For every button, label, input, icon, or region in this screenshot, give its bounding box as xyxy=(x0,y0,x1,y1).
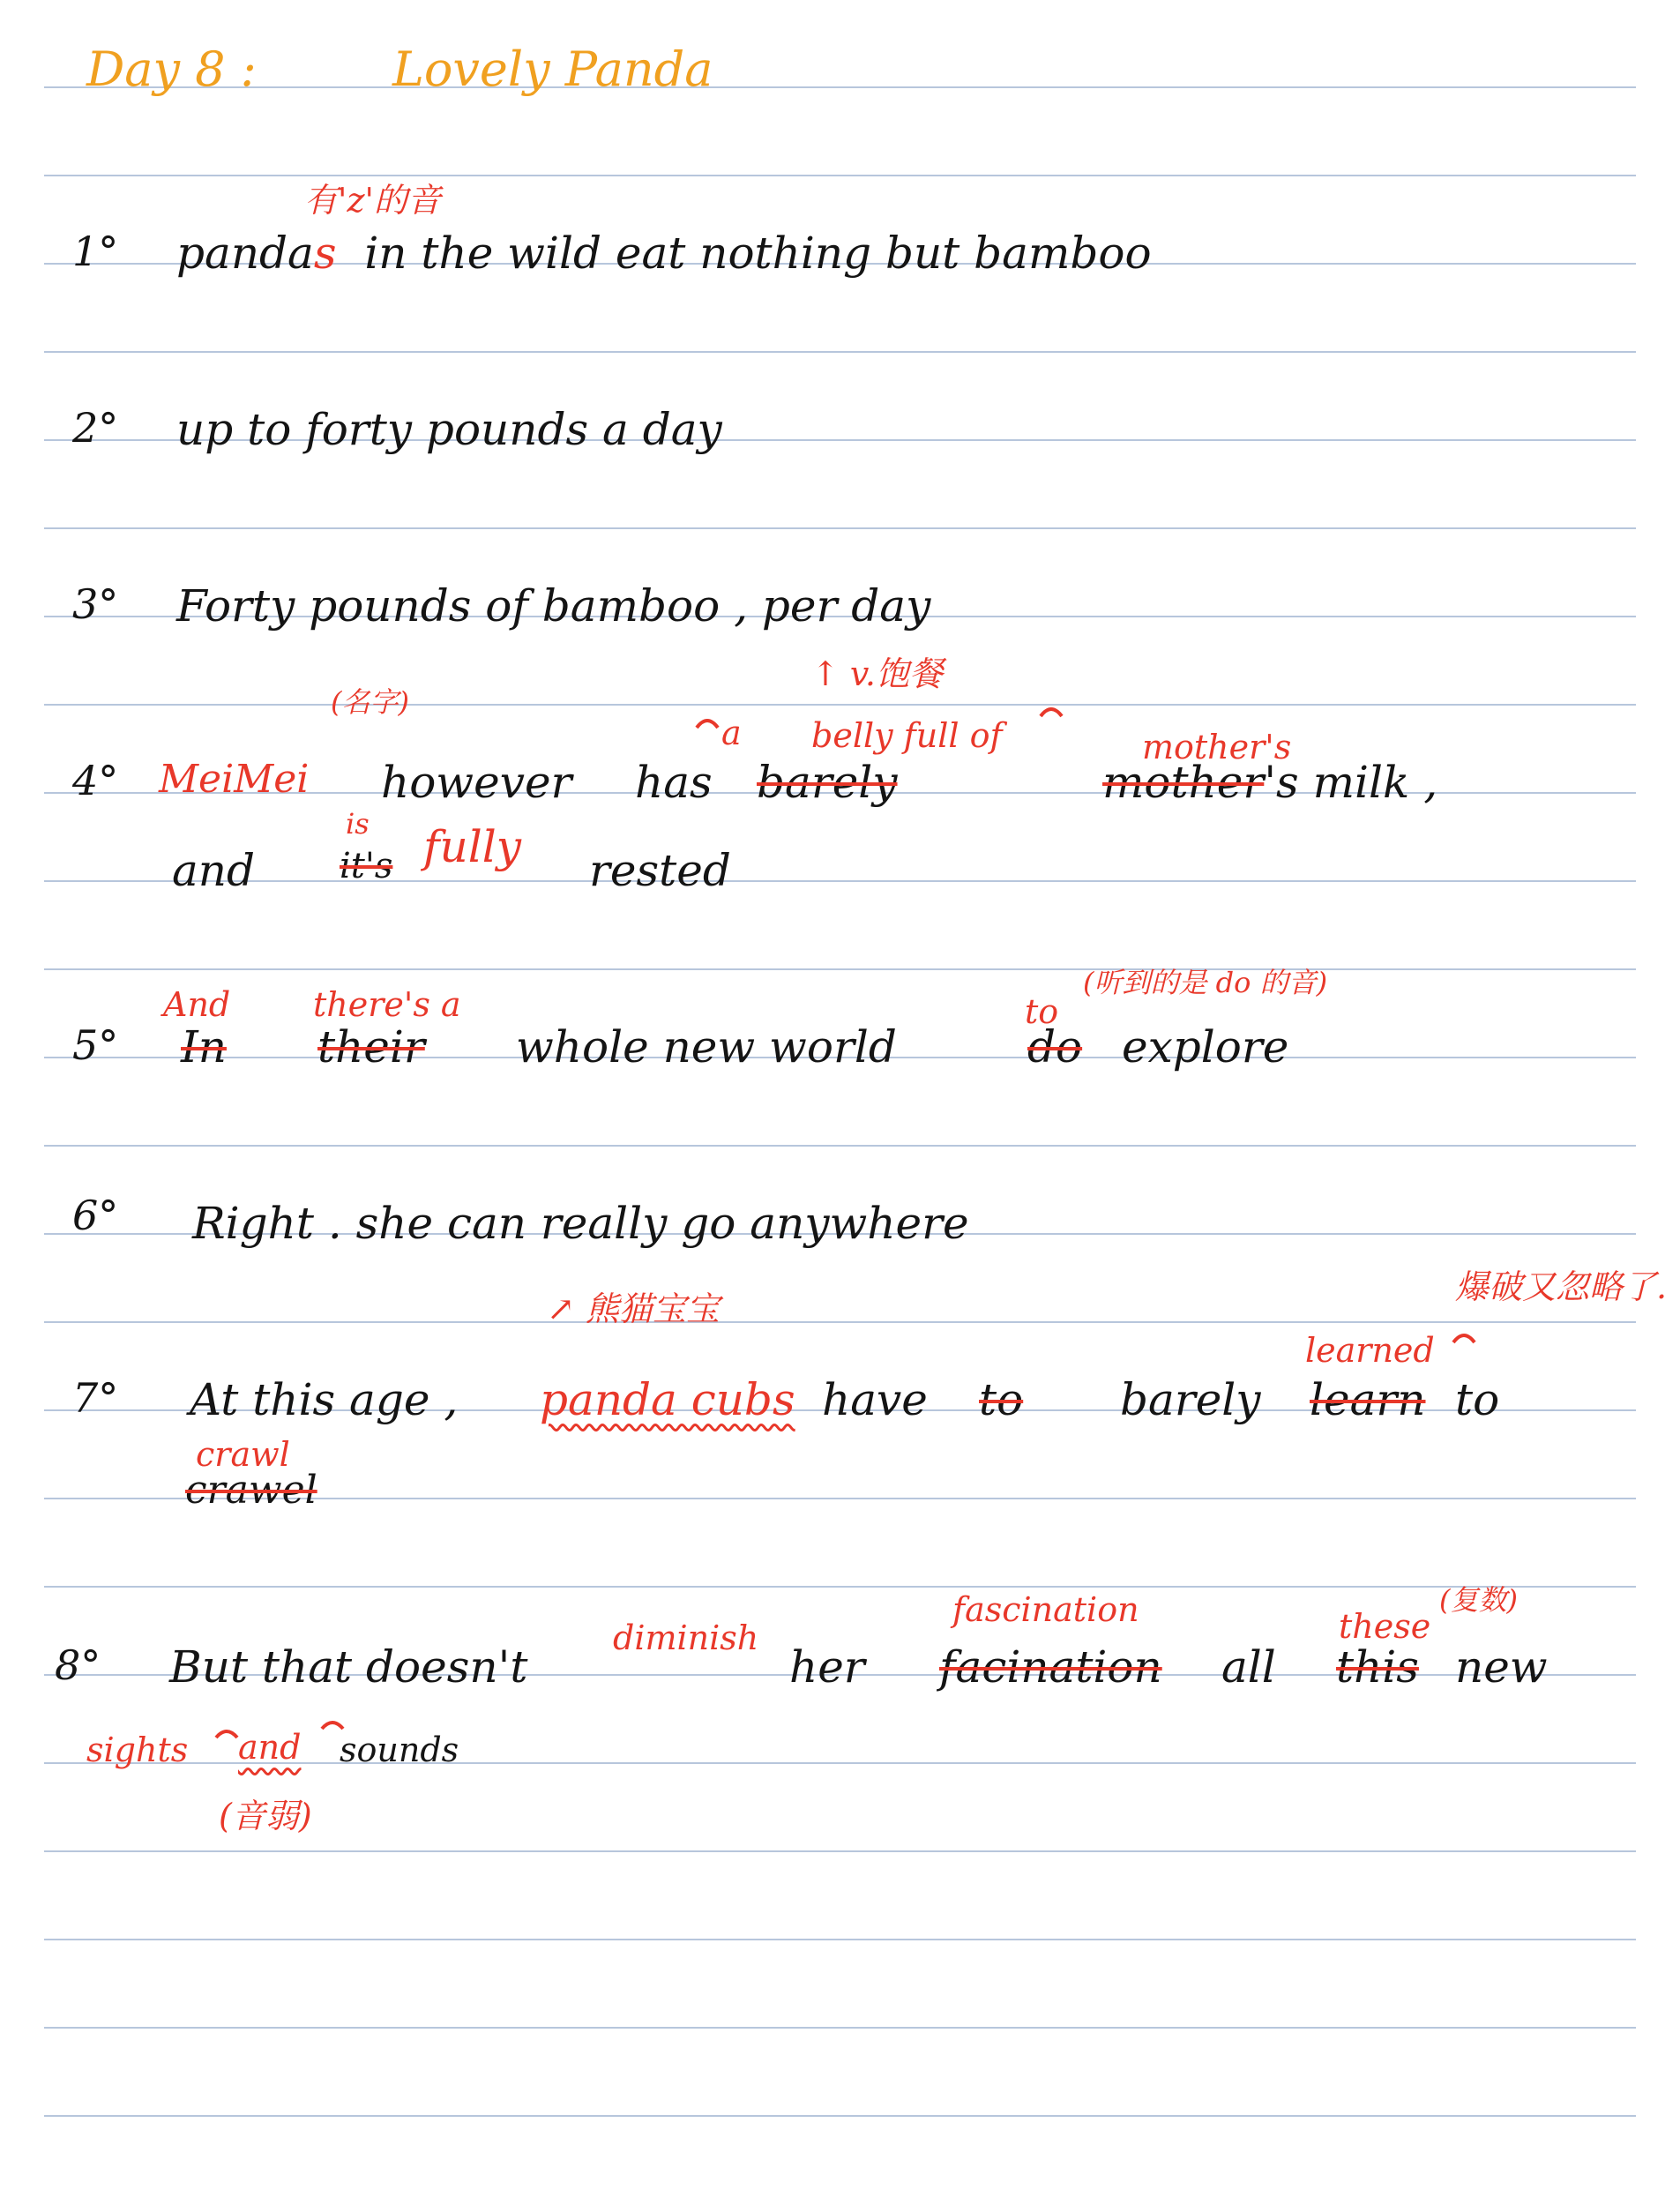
title-day: Day 8 : xyxy=(86,41,257,97)
line-number: 1° xyxy=(72,228,119,275)
link-mark xyxy=(322,1723,343,1729)
word-panda: panda xyxy=(176,228,314,279)
correction-panda-cubs: panda cubs xyxy=(540,1374,795,1425)
note-verb-feast: ↑ v.饱餐 xyxy=(811,654,943,693)
correction-and: and xyxy=(238,1728,302,1767)
note-weak-sound: (音弱) xyxy=(219,1797,312,1835)
note-plural: (复数) xyxy=(1439,1583,1518,1617)
struck-this: this xyxy=(1336,1641,1419,1693)
insert-a: a xyxy=(721,714,742,752)
correction-these: these xyxy=(1339,1607,1431,1646)
struck-do: do xyxy=(1027,1021,1083,1073)
name-meimei: MeiMei xyxy=(159,757,310,802)
word-all: all xyxy=(1221,1641,1276,1693)
sentence-7-start: At this age , xyxy=(190,1374,459,1425)
struck-facination: facination xyxy=(939,1641,1162,1693)
sentence-1-rest: in the wild eat nothing but bamboo xyxy=(364,228,1152,279)
word-new: new xyxy=(1455,1641,1548,1693)
struck-mother: mother xyxy=(1102,757,1265,808)
correction-theres-a: there's a xyxy=(313,985,461,1024)
insert-diminish: diminish xyxy=(613,1618,759,1657)
word-milk: 's milk , xyxy=(1264,757,1438,808)
word-however: however xyxy=(381,757,572,808)
word-have: have xyxy=(822,1374,928,1425)
link-mark xyxy=(216,1731,237,1738)
struck-crawel: crawel xyxy=(185,1468,317,1513)
correction-fascination: fascination xyxy=(952,1590,1139,1629)
word-rested: rested xyxy=(589,845,731,896)
line-number: 2° xyxy=(72,404,119,452)
struck-in: In xyxy=(181,1021,227,1073)
note-do-sound: (听到的是 do 的音) xyxy=(1083,966,1328,999)
correction-sights: sights xyxy=(86,1730,189,1769)
struck-to: to xyxy=(979,1374,1024,1425)
word-barely: barely xyxy=(1120,1374,1261,1425)
line-number: 3° xyxy=(72,580,119,628)
correction-mother: mother's xyxy=(1142,728,1292,766)
correction-belly: belly full of xyxy=(811,716,1003,755)
word-to: to xyxy=(1455,1374,1500,1425)
insert-fully: fully xyxy=(423,821,521,872)
line-number: 7° xyxy=(72,1374,119,1422)
plural-s-correction: s xyxy=(313,228,337,279)
line-number: 8° xyxy=(55,1641,101,1689)
correction-to: to xyxy=(1025,992,1059,1031)
correction-crawl: crawl xyxy=(196,1435,290,1474)
link-mark xyxy=(1041,709,1062,716)
title-topic: Lovely Panda xyxy=(392,41,713,97)
word-has: has xyxy=(635,757,713,808)
struck-learn: learn xyxy=(1310,1374,1426,1425)
line-number: 5° xyxy=(72,1021,119,1069)
correction-and: And xyxy=(163,985,231,1024)
note-panda-cubs: ↗ 熊猫宝宝 xyxy=(547,1289,720,1328)
sentence-3: Forty pounds of bamboo , per day xyxy=(176,580,931,632)
link-mark xyxy=(1453,1335,1475,1342)
word-and: and xyxy=(172,845,256,896)
sentence-5-middle: whole new world xyxy=(516,1021,897,1073)
note-name: (名字) xyxy=(331,685,409,719)
word-explore: explore xyxy=(1122,1021,1289,1073)
sentence-2: up to forty pounds a day xyxy=(176,404,722,455)
word-her: her xyxy=(789,1641,865,1693)
line-number: 4° xyxy=(72,757,119,804)
note-z-sound: 有'z'的音 xyxy=(304,181,441,220)
link-mark xyxy=(697,721,718,728)
struck-its: it's xyxy=(340,846,393,886)
correction-learned: learned xyxy=(1305,1331,1435,1370)
sentence-6: Right . she can really go anywhere xyxy=(192,1198,969,1249)
sentence-8-start: But that doesn't xyxy=(169,1641,528,1693)
insert-is: is xyxy=(346,807,370,841)
struck-barely: barely xyxy=(757,757,898,808)
word-sounds: sounds xyxy=(340,1730,459,1769)
struck-their: their xyxy=(317,1021,425,1073)
note-plosive-omitted: 爆破又忽略了. xyxy=(1455,1267,1668,1306)
line-number: 6° xyxy=(72,1192,119,1239)
